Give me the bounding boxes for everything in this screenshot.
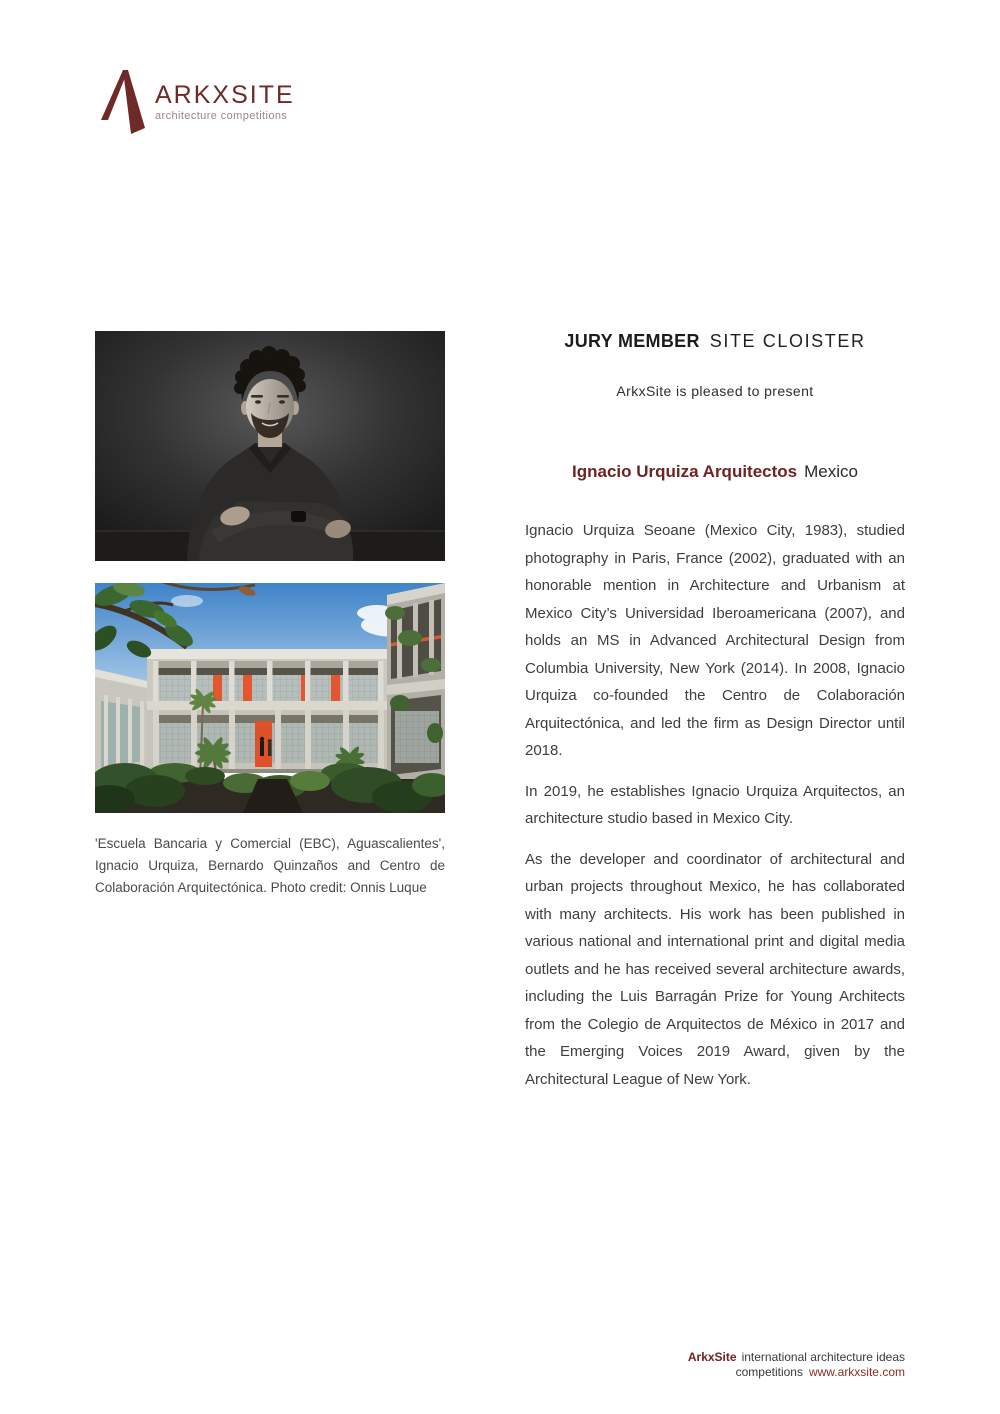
arkxsite-logo-icon [101, 70, 148, 134]
photo-caption: 'Escuela Bancaria y Comercial (EBC), Aguascalientes', Ignacio Urquiza, Bernardo Quinzaños and Centro de Colaboración Arquitectónica. Photo credit: Onnis Luque [95, 836, 445, 895]
arkxsite-logo [95, 68, 315, 140]
page-title [525, 331, 905, 351]
bio-paragraph-3: As the developer and coordinator of architectural and urban projects throughout Mexico, he has collaborated with many architects. His work has been published in various national and international print and digital media outlets and he has received several architecture awards, including the Luis Barragán Prize for Young Architects from the Colegio de Arquitectos de México in 2017 and the Emerging Voices 2019 Award, given by the Architectural League of New York. [525, 850, 905, 1088]
building-right-wing [385, 583, 445, 797]
footer-website-link[interactable]: www.arkxsite.com [808, 1365, 905, 1379]
jury-member-label: JURY MEMBER [564, 331, 700, 351]
text-column [525, 331, 905, 1106]
footer-tagline: international architecture ideas competitions [735, 1350, 905, 1379]
competition-title: SITE CLOISTER [709, 331, 866, 351]
biography [525, 517, 905, 1093]
photo-column [95, 331, 445, 899]
jury-country: Mexico [804, 462, 858, 481]
bio-paragraph-1: Ignacio Urquiza Seoane (Mexico City, 1983), studied photography in Paris, France (2002), graduated with an honorable mention in Architecture and Urbanism at Mexico City’s Universidad Iberoamericana (2007), and holds an MS in Advanced Architectural Design from Columbia University, New York (2014). In 2008, Ignacio Urquiza co-founded the Centro de Colaboración Arquitectónica, and led the firm as Design Director until 2018. [525, 522, 905, 759]
bio-paragraph-2: In 2019, he establishes Ignacio Urquiza Arquitectos, an architecture studio based in Mexico City. [525, 782, 905, 827]
jury-name: Ignacio Urquiza Arquitectos [572, 462, 798, 481]
courtyard-photo [95, 583, 445, 813]
footer [525, 1350, 905, 1380]
footer-brand: ArkxSite [687, 1350, 737, 1364]
portrait-photo [95, 331, 445, 561]
logo-tagline: architecture competitions [155, 110, 288, 122]
jury-name-line [525, 462, 905, 482]
logo-brand: ARKXSITE [155, 81, 295, 109]
intro-text: ArkxSite is pleased to present [616, 383, 814, 399]
